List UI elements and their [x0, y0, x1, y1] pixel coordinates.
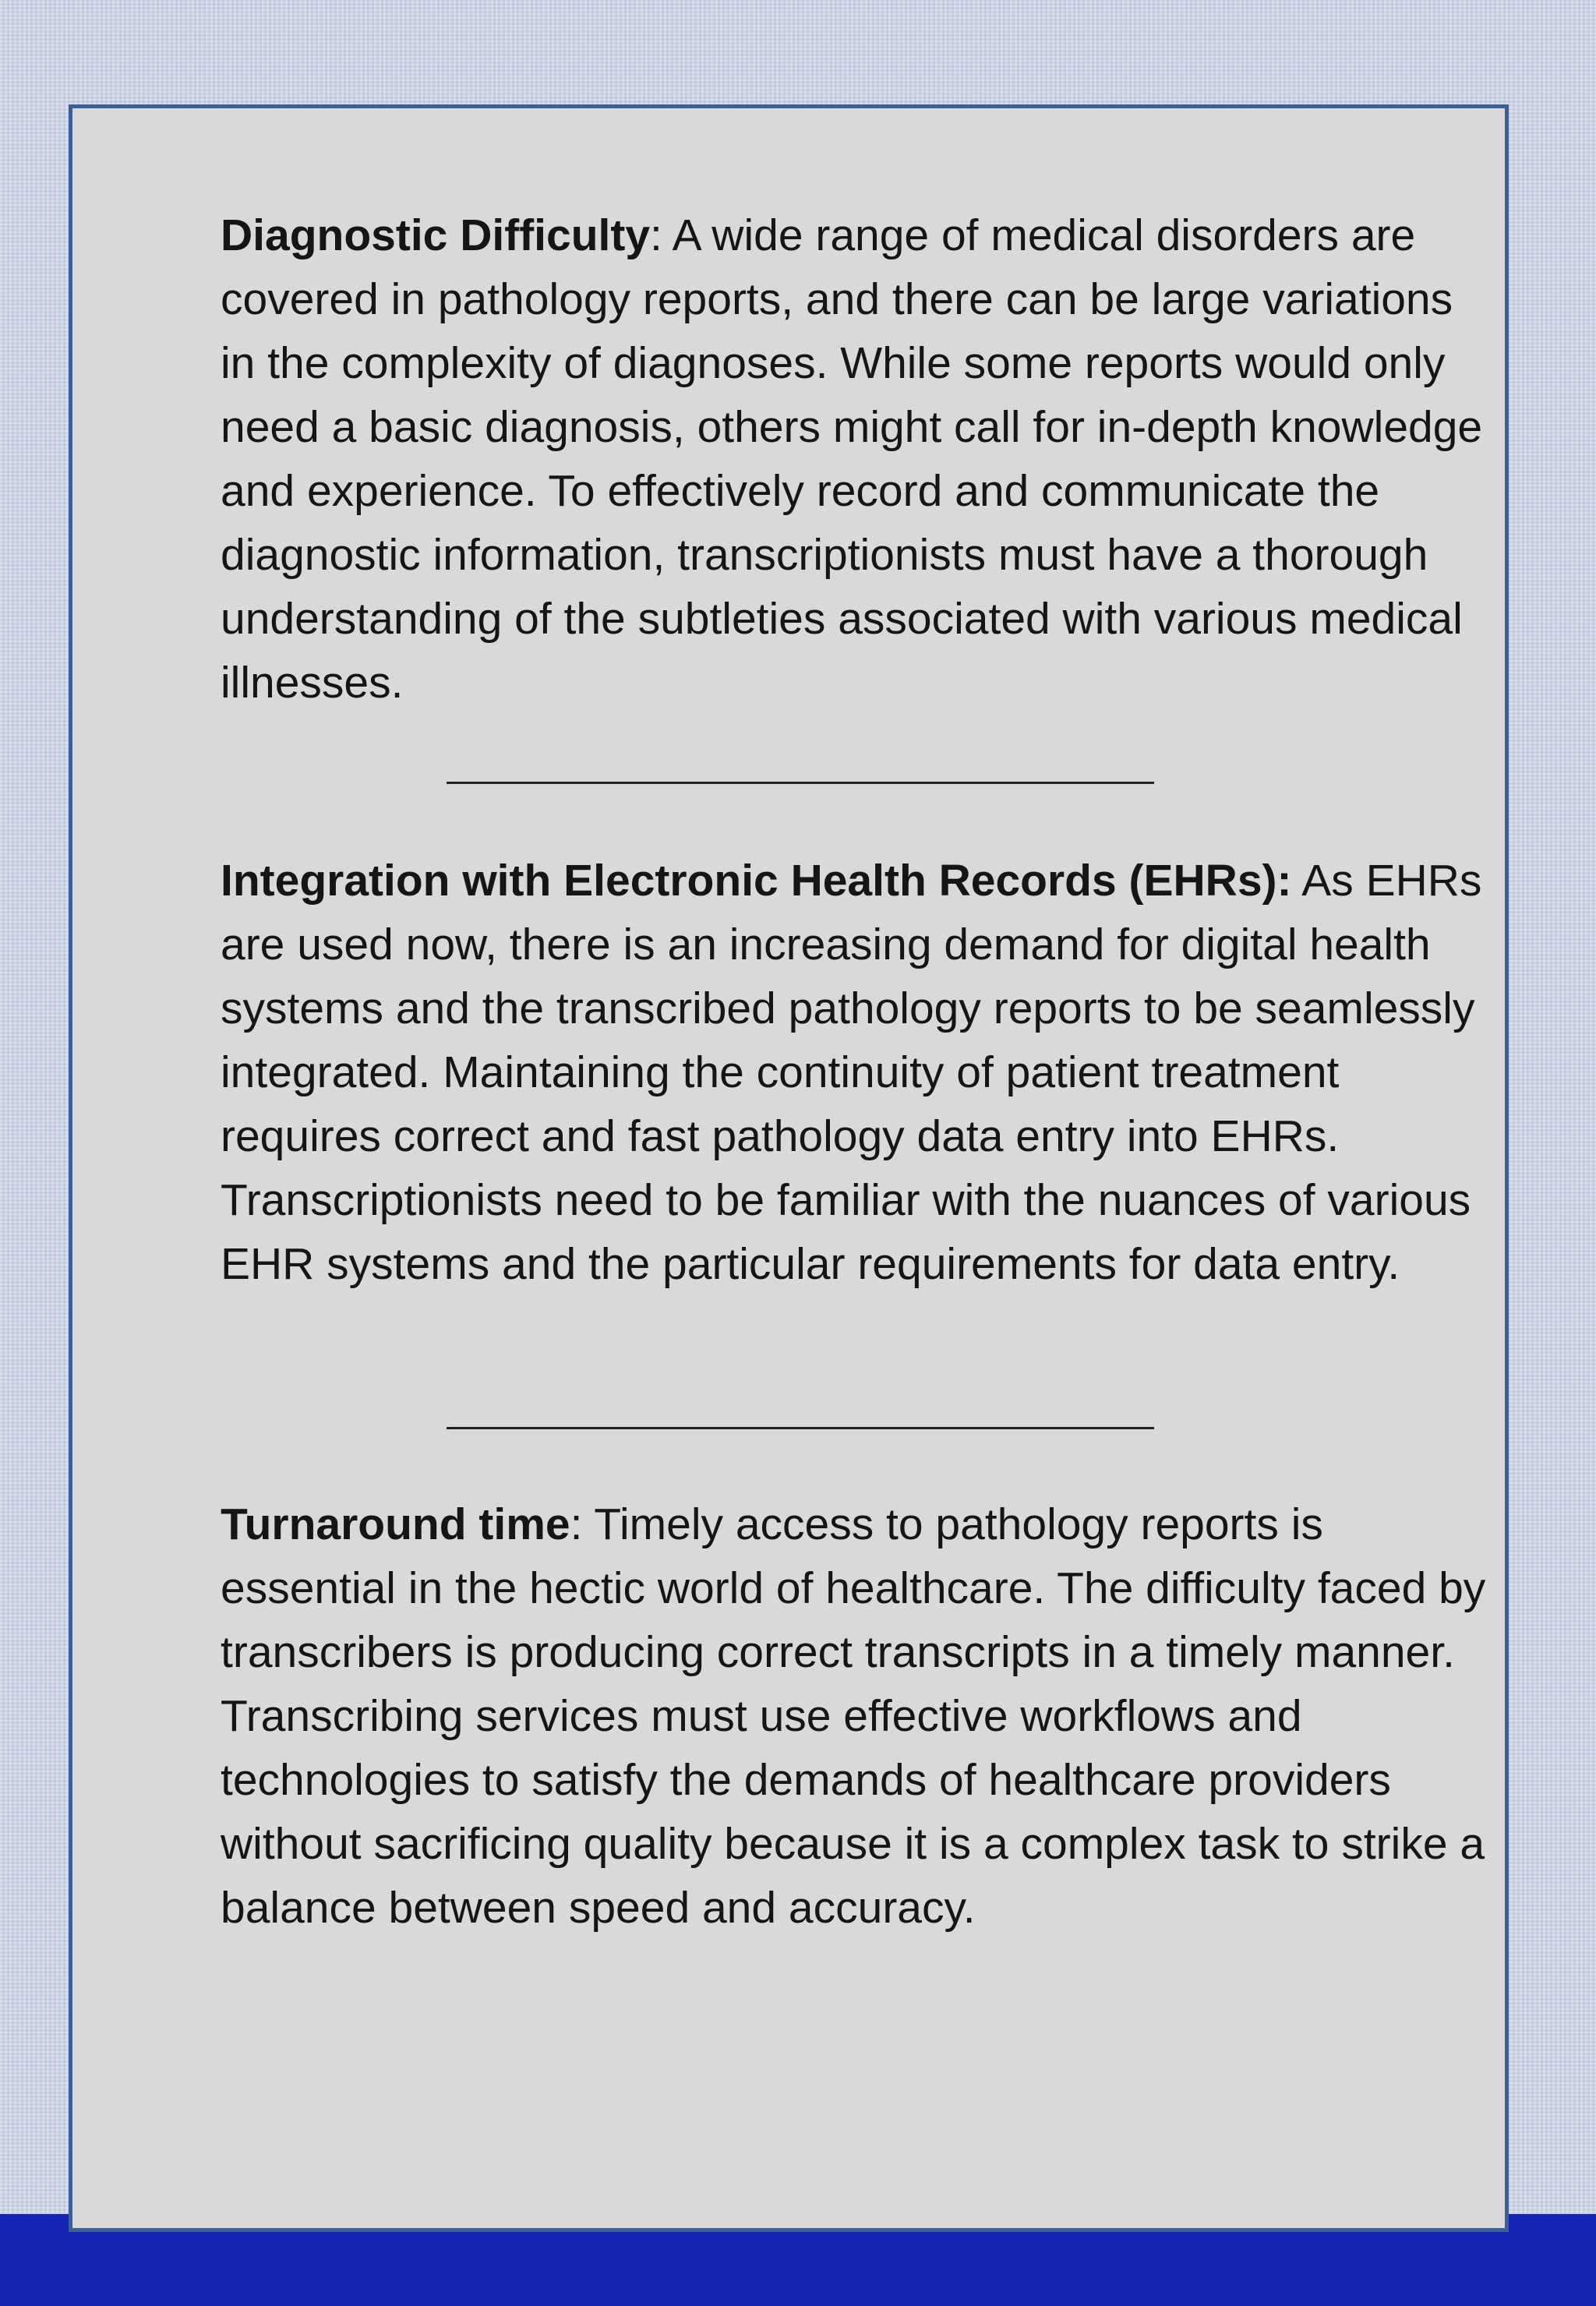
section-divider: [447, 1427, 1154, 1429]
section-term: Integration with Electronic Health Records (EHRs):: [221, 856, 1292, 906]
section-term: Diagnostic Difficulty: [221, 210, 651, 260]
section-term: Turnaround time: [221, 1499, 570, 1549]
content-panel: [69, 104, 1509, 2232]
section-separator: :: [650, 210, 673, 260]
section-body: Timely access to pathology reports is essential in the hectic world of healthcare. The difficulty faced by transcribers is producing correct transcripts in a timely manner. Transcribing services must use effective workflows and technologies to satisfy the demands of healthcare providers without sacrificing quality because it is a complex task to strike a balance between speed and accuracy.: [221, 1499, 1486, 1933]
section-separator: :: [570, 1499, 595, 1549]
section-separator: [1292, 856, 1302, 906]
section-divider: [447, 782, 1154, 784]
section-body: A wide range of medical disorders are covered in pathology reports, and there can be large variations in the complexity of diagnoses. While some reports would only need a basic diagnosis, others might call for in-depth knowledge and experience. To effectively record and communicate the diagnostic information, transcriptionists must have a thorough understanding of the subtleties associated with various medical illnesses.: [221, 210, 1483, 708]
section-diagnostic-difficulty: [221, 203, 1499, 715]
section-turnaround-time: [221, 1492, 1499, 1940]
section-body: As EHRs are used now, there is an increasing demand for digital health systems and the transcribed pathology reports to be seamlessly integrated. Maintaining the continuity of patient treatment requires correct and fast pathology data entry into EHRs. Transcriptionists need to be familiar with the nuances of various EHR systems and the particular requirements for data entry.: [221, 856, 1482, 1289]
section-ehr-integration: [221, 849, 1499, 1296]
